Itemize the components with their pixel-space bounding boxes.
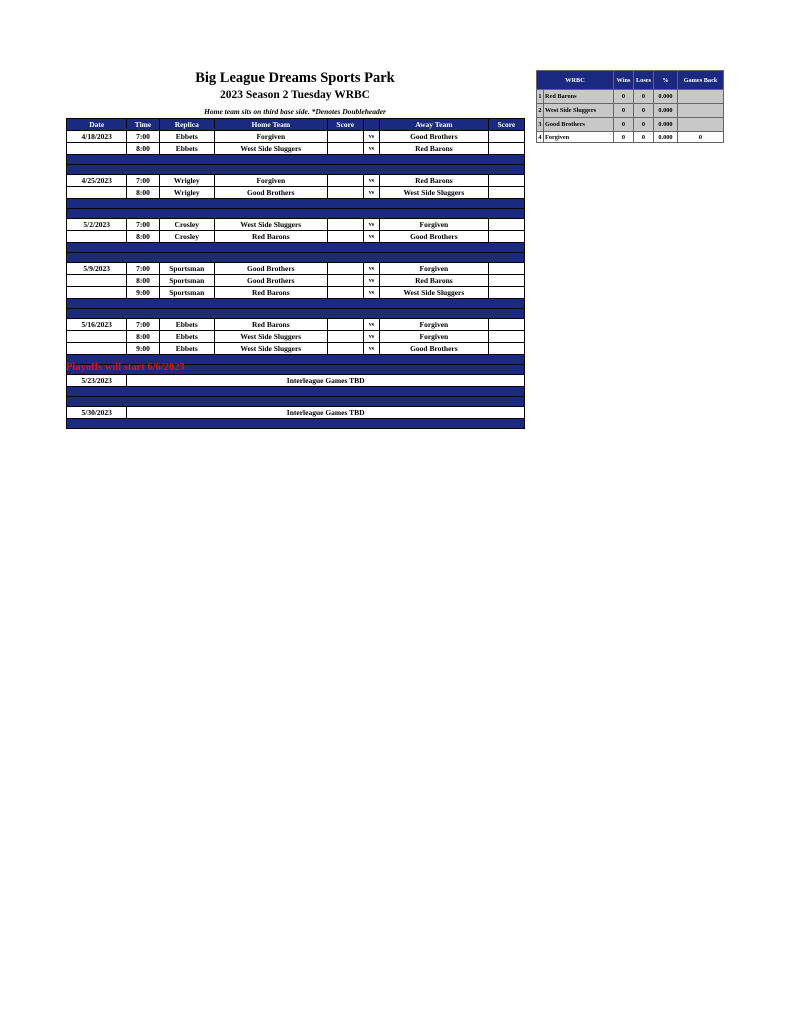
game-time: 7:00 xyxy=(127,263,159,275)
home-team: Red Barons xyxy=(214,231,327,243)
table-row xyxy=(67,231,525,243)
away-score xyxy=(488,287,524,299)
vs-label: vs xyxy=(363,231,379,243)
game-time: 7:00 xyxy=(127,131,159,143)
home-team: Forgiven xyxy=(214,175,327,187)
vs-label: vs xyxy=(363,175,379,187)
col-away-score: Score xyxy=(488,119,524,131)
away-team: West Side Sluggers xyxy=(380,287,489,299)
team-name: West Side Sluggers xyxy=(544,104,614,118)
game-time: 7:00 xyxy=(127,319,159,331)
playoffs-note: Playoffs will start 6/6/2023 xyxy=(66,362,185,373)
home-score xyxy=(327,175,363,187)
game-field: Crosley xyxy=(159,219,214,231)
game-date xyxy=(67,287,127,299)
game-time: 8:00 xyxy=(127,187,159,199)
wins: 0 xyxy=(614,132,634,143)
game-date: 4/25/2023 xyxy=(67,175,127,187)
col-away-team: Away Team xyxy=(380,119,489,131)
wins: 0 xyxy=(614,104,634,118)
table-row xyxy=(67,187,525,199)
away-team: Red Barons xyxy=(380,143,489,155)
col-home-score: Score xyxy=(327,119,363,131)
home-score xyxy=(327,187,363,199)
games-back xyxy=(678,104,724,118)
home-team: Good Brothers xyxy=(214,187,327,199)
game-field: Sportsman xyxy=(159,263,214,275)
away-score xyxy=(488,187,524,199)
away-score xyxy=(488,275,524,287)
team-name: Red Barons xyxy=(544,90,614,104)
page-subtitle: 2023 Season 2 Tuesday WRBC xyxy=(220,89,370,101)
vs-label: vs xyxy=(363,219,379,231)
game-time: 8:00 xyxy=(127,231,159,243)
home-score xyxy=(327,143,363,155)
home-score xyxy=(327,287,363,299)
schedule-header-row xyxy=(67,119,525,131)
interleague-note: Interleague Games TBD xyxy=(127,407,525,419)
home-score xyxy=(327,343,363,355)
game-time: 7:00 xyxy=(127,175,159,187)
vs-label: vs xyxy=(363,131,379,143)
away-score xyxy=(488,143,524,155)
loses: 0 xyxy=(634,90,654,104)
game-date xyxy=(67,143,127,155)
home-team: Good Brothers xyxy=(214,263,327,275)
game-date: 5/30/2023 xyxy=(67,407,127,419)
game-field: Sportsman xyxy=(159,275,214,287)
game-date xyxy=(67,231,127,243)
table-row xyxy=(67,143,525,155)
away-score xyxy=(488,263,524,275)
game-time: 9:00 xyxy=(127,343,159,355)
away-team: Red Barons xyxy=(380,275,489,287)
game-field: Crosley xyxy=(159,231,214,243)
away-score xyxy=(488,319,524,331)
game-field: Ebbets xyxy=(159,143,214,155)
game-field: Ebbets xyxy=(159,319,214,331)
game-date: 5/9/2023 xyxy=(67,263,127,275)
game-field: Sportsman xyxy=(159,287,214,299)
home-team: West Side Sluggers xyxy=(214,219,327,231)
home-score xyxy=(327,131,363,143)
col-pct: % xyxy=(654,71,678,90)
col-time: Time xyxy=(127,119,159,131)
col-vs xyxy=(363,119,379,131)
standings-header-row xyxy=(537,71,724,90)
col-date: Date xyxy=(67,119,127,131)
home-team: West Side Sluggers xyxy=(214,343,327,355)
week-separator xyxy=(67,253,525,263)
week-separator xyxy=(67,209,525,219)
schedule-table xyxy=(66,118,525,429)
away-team: Forgiven xyxy=(380,263,489,275)
week-separator xyxy=(67,155,525,165)
game-date: 5/16/2023 xyxy=(67,319,127,331)
away-team: Forgiven xyxy=(380,331,489,343)
vs-label: vs xyxy=(363,143,379,155)
home-team: Red Barons xyxy=(214,287,327,299)
standings-row xyxy=(537,118,724,132)
week-separator xyxy=(67,309,525,319)
vs-label: vs xyxy=(363,343,379,355)
game-field: Ebbets xyxy=(159,343,214,355)
game-date xyxy=(67,343,127,355)
home-team: West Side Sluggers xyxy=(214,143,327,155)
col-games-back: Games Back xyxy=(678,71,724,90)
table-row xyxy=(67,275,525,287)
wins: 0 xyxy=(614,118,634,132)
table-row xyxy=(67,343,525,355)
win-pct: 0.000 xyxy=(654,104,678,118)
game-field: Wrigley xyxy=(159,187,214,199)
away-team: Forgiven xyxy=(380,219,489,231)
vs-label: vs xyxy=(363,331,379,343)
interleague-row xyxy=(67,407,525,419)
col-home-team: Home Team xyxy=(214,119,327,131)
away-score xyxy=(488,331,524,343)
vs-label: vs xyxy=(363,275,379,287)
away-team: Red Barons xyxy=(380,175,489,187)
game-field: Ebbets xyxy=(159,331,214,343)
win-pct: 0.000 xyxy=(654,90,678,104)
game-time: 8:00 xyxy=(127,331,159,343)
team-name: Good Brothers xyxy=(544,118,614,132)
week-separator xyxy=(67,299,525,309)
table-row xyxy=(67,219,525,231)
vs-label: vs xyxy=(363,187,379,199)
loses: 0 xyxy=(634,132,654,143)
home-team: Forgiven xyxy=(214,131,327,143)
home-team: Good Brothers xyxy=(214,275,327,287)
game-time: 7:00 xyxy=(127,219,159,231)
vs-label: vs xyxy=(363,287,379,299)
loses: 0 xyxy=(634,104,654,118)
home-score xyxy=(327,331,363,343)
col-wins: Wins xyxy=(614,71,634,90)
standings-row xyxy=(537,132,724,143)
home-team: Red Barons xyxy=(214,319,327,331)
table-row xyxy=(67,131,525,143)
standings-row xyxy=(537,90,724,104)
col-league: WRBC xyxy=(537,71,614,90)
game-time: 8:00 xyxy=(127,143,159,155)
games-back xyxy=(678,90,724,104)
rank: 3 xyxy=(537,118,544,132)
away-score xyxy=(488,175,524,187)
loses: 0 xyxy=(634,118,654,132)
table-row xyxy=(67,319,525,331)
rank: 2 xyxy=(537,104,544,118)
game-date: 5/23/2023 xyxy=(67,375,127,387)
vs-label: vs xyxy=(363,263,379,275)
interleague-row xyxy=(67,375,525,387)
game-time: 9:00 xyxy=(127,287,159,299)
table-row xyxy=(67,287,525,299)
away-score xyxy=(488,231,524,243)
week-separator xyxy=(67,419,525,429)
games-back: 0 xyxy=(678,132,724,143)
wins: 0 xyxy=(614,90,634,104)
win-pct: 0.000 xyxy=(654,132,678,143)
table-row xyxy=(67,263,525,275)
week-separator xyxy=(67,387,525,397)
home-score xyxy=(327,231,363,243)
team-name: Forgiven xyxy=(544,132,614,143)
week-separator xyxy=(67,165,525,175)
away-team: Good Brothers xyxy=(380,131,489,143)
away-team: Forgiven xyxy=(380,319,489,331)
away-score xyxy=(488,343,524,355)
week-separator xyxy=(67,397,525,407)
page-title: Big League Dreams Sports Park xyxy=(195,70,395,86)
game-date xyxy=(67,275,127,287)
col-loses: Loses xyxy=(634,71,654,90)
home-score xyxy=(327,263,363,275)
home-score xyxy=(327,275,363,287)
win-pct: 0.000 xyxy=(654,118,678,132)
interleague-note: Interleague Games TBD xyxy=(127,375,525,387)
games-back xyxy=(678,118,724,132)
game-date xyxy=(67,187,127,199)
table-row xyxy=(67,175,525,187)
game-date: 4/18/2023 xyxy=(67,131,127,143)
game-field: Wrigley xyxy=(159,175,214,187)
schedule-note: Home team sits on third base side. *Denotes Doubleheader xyxy=(204,107,386,116)
game-field: Ebbets xyxy=(159,131,214,143)
standings-row xyxy=(537,104,724,118)
home-team: West Side Sluggers xyxy=(214,331,327,343)
standings-table xyxy=(536,70,724,143)
away-team: Good Brothers xyxy=(380,231,489,243)
week-separator xyxy=(67,199,525,209)
away-score xyxy=(488,219,524,231)
away-score xyxy=(488,131,524,143)
away-team: Good Brothers xyxy=(380,343,489,355)
table-row xyxy=(67,331,525,343)
away-team: West Side Sluggers xyxy=(380,187,489,199)
rank: 1 xyxy=(537,90,544,104)
game-date xyxy=(67,331,127,343)
rank: 4 xyxy=(538,133,542,141)
week-separator xyxy=(67,243,525,253)
home-score xyxy=(327,219,363,231)
vs-label: vs xyxy=(363,319,379,331)
col-replica: Replica xyxy=(159,119,214,131)
game-time: 8:00 xyxy=(127,275,159,287)
game-date: 5/2/2023 xyxy=(67,219,127,231)
home-score xyxy=(327,319,363,331)
